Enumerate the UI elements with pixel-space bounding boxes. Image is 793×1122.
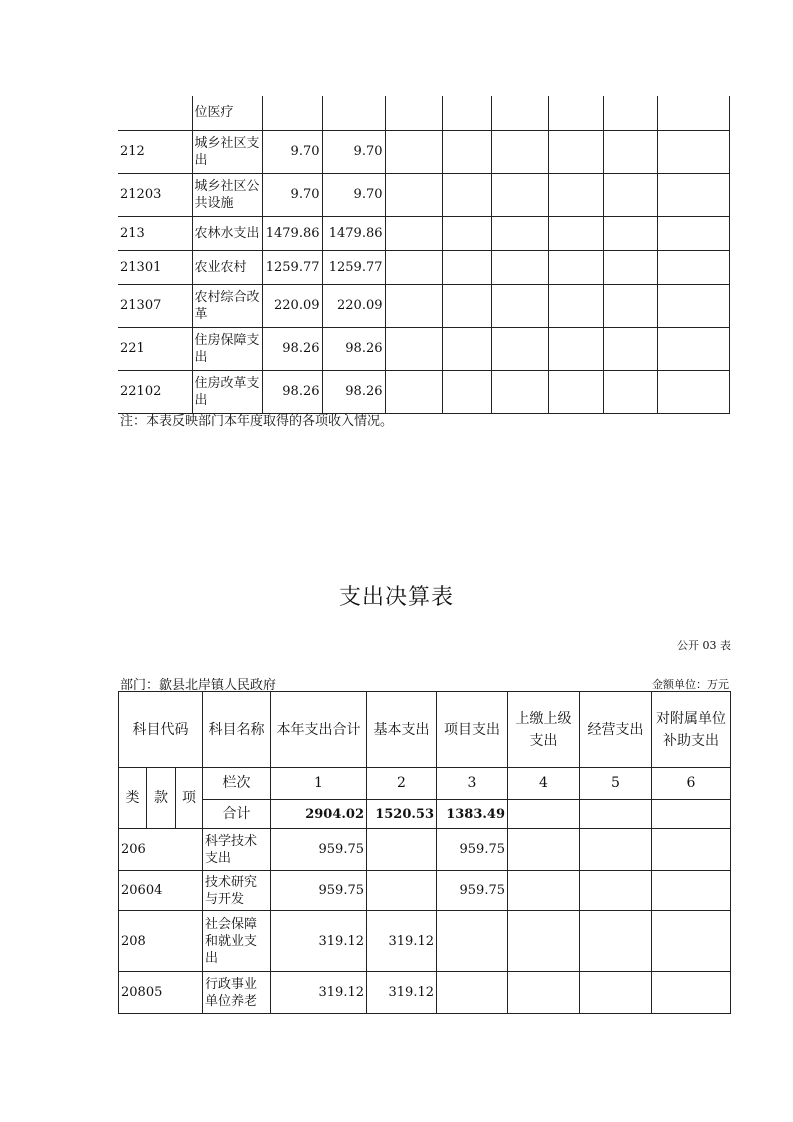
- row-total: 1259.77: [262, 250, 322, 284]
- table-row: [118, 250, 729, 284]
- row-empty-cell: [603, 370, 657, 413]
- row-empty-cell: [548, 216, 603, 250]
- col-num-2: 2: [367, 768, 437, 800]
- col-num-3: 3: [437, 768, 508, 800]
- row-name: 农林水支出: [192, 216, 262, 250]
- table-row: [119, 829, 731, 871]
- table-row: [118, 173, 729, 216]
- row-empty-cell: [442, 370, 491, 413]
- row-empty-cell: [385, 370, 442, 413]
- row-basic: 98.26: [322, 327, 385, 370]
- row-empty-cell: [442, 173, 491, 216]
- row-business: [580, 911, 652, 972]
- table-number: 公开 03 表: [677, 639, 731, 652]
- row-subsidy: [652, 972, 731, 1014]
- row-name: 住房改革支出: [192, 370, 262, 413]
- row-basic: 220.09: [322, 284, 385, 327]
- expenditure-table: [118, 691, 731, 1014]
- row-upper: [508, 871, 580, 911]
- table-note: 注：本表反映部门本年度取得的各项收入情况。: [120, 414, 394, 429]
- row-total: 319.12: [271, 911, 367, 972]
- row-code: 21307: [118, 284, 192, 327]
- row-code: 208: [119, 911, 203, 972]
- row-basic: 1479.86: [322, 216, 385, 250]
- row-code: 20805: [119, 972, 203, 1014]
- row-empty-cell: [442, 96, 491, 130]
- header-basic: 基本支出: [367, 692, 437, 768]
- total-subsidy: [652, 800, 731, 829]
- row-upper: [508, 911, 580, 972]
- row-empty-cell: [442, 216, 491, 250]
- page-title: 支出决算表: [338, 585, 454, 610]
- row-code: 20604: [119, 871, 203, 911]
- table-row: [118, 130, 729, 173]
- table-row: [118, 96, 729, 130]
- row-upper: [508, 972, 580, 1014]
- row-empty-cell: [442, 250, 491, 284]
- row-empty-cell: [491, 370, 548, 413]
- header-lanci: 栏次: [203, 768, 271, 800]
- row-project: 959.75: [437, 871, 508, 911]
- row-name: 技术研究与开发: [203, 871, 271, 911]
- row-empty-cell: [548, 284, 603, 327]
- row-total: 98.26: [262, 327, 322, 370]
- row-empty-cell: [385, 327, 442, 370]
- row-empty-cell: [657, 216, 729, 250]
- row-empty-cell: [603, 130, 657, 173]
- row-upper: [508, 829, 580, 871]
- col-num-5: 5: [580, 768, 652, 800]
- header-xiang: 项: [176, 768, 203, 829]
- row-empty-cell: [385, 130, 442, 173]
- row-business: [580, 829, 652, 871]
- row-name: 位医疗: [192, 96, 262, 130]
- row-empty-cell: [442, 130, 491, 173]
- row-basic: 319.12: [367, 911, 437, 972]
- row-empty-cell: [603, 327, 657, 370]
- header-heji: 合计: [203, 800, 271, 829]
- department-label: 部门：歙县北岸镇人民政府: [120, 678, 277, 693]
- col-num-6: 6: [652, 768, 731, 800]
- row-empty-cell: [385, 96, 442, 130]
- row-empty-cell: [657, 173, 729, 216]
- row-total: 959.75: [271, 829, 367, 871]
- row-empty-cell: [385, 250, 442, 284]
- row-subsidy: [652, 871, 731, 911]
- total-upper: [508, 800, 580, 829]
- header-name: 科目名称: [203, 692, 271, 768]
- row-empty-cell: [657, 96, 729, 130]
- header-row: [119, 692, 731, 768]
- row-code: 212: [118, 130, 192, 173]
- row-code: 22102: [118, 370, 192, 413]
- table-row: [118, 216, 729, 250]
- row-empty-cell: [657, 327, 729, 370]
- row-basic: [322, 96, 385, 130]
- row-total: 959.75: [271, 871, 367, 911]
- row-basic: [367, 871, 437, 911]
- row-empty-cell: [491, 250, 548, 284]
- row-name: 农村综合改革: [192, 284, 262, 327]
- row-code: 221: [118, 327, 192, 370]
- row-project: [437, 911, 508, 972]
- row-basic: [367, 829, 437, 871]
- row-basic: 1259.77: [322, 250, 385, 284]
- total-project: 1383.49: [437, 800, 508, 829]
- row-total: 1479.86: [262, 216, 322, 250]
- header-business: 经营支出: [580, 692, 652, 768]
- row-business: [580, 871, 652, 911]
- row-empty-cell: [657, 130, 729, 173]
- row-name: 社会保障和就业支出: [203, 911, 271, 972]
- row-empty-cell: [657, 370, 729, 413]
- row-empty-cell: [603, 216, 657, 250]
- header-code: 科目代码: [119, 692, 203, 768]
- total-basic: 1520.53: [367, 800, 437, 829]
- total-amount: 2904.02: [271, 800, 367, 829]
- row-empty-cell: [491, 327, 548, 370]
- row-empty-cell: [491, 216, 548, 250]
- income-table-continued: [118, 96, 730, 414]
- row-empty-cell: [548, 370, 603, 413]
- row-basic: 9.70: [322, 130, 385, 173]
- row-total: 220.09: [262, 284, 322, 327]
- row-empty-cell: [385, 216, 442, 250]
- header-subsidy: 对附属单位补助支出: [652, 692, 731, 768]
- row-empty-cell: [548, 327, 603, 370]
- row-empty-cell: [385, 284, 442, 327]
- row-empty-cell: [548, 250, 603, 284]
- amount-unit-label: 金额单位：万元: [652, 678, 729, 691]
- row-project: 959.75: [437, 829, 508, 871]
- table-row: [119, 911, 731, 972]
- row-code: 213: [118, 216, 192, 250]
- row-total: 98.26: [262, 370, 322, 413]
- row-empty-cell: [491, 284, 548, 327]
- row-empty-cell: [442, 327, 491, 370]
- row-empty-cell: [491, 96, 548, 130]
- table-row: [119, 972, 731, 1014]
- row-basic: 98.26: [322, 370, 385, 413]
- row-basic: 319.12: [367, 972, 437, 1014]
- row-total: 9.70: [262, 173, 322, 216]
- row-name: 城乡社区公共设施: [192, 173, 262, 216]
- header-kuan: 款: [147, 768, 176, 829]
- row-subsidy: [652, 829, 731, 871]
- column-number-row: [119, 768, 731, 800]
- header-total: 本年支出合计: [271, 692, 367, 768]
- header-project: 项目支出: [437, 692, 508, 768]
- row-empty-cell: [548, 130, 603, 173]
- row-empty-cell: [603, 250, 657, 284]
- row-empty-cell: [548, 173, 603, 216]
- row-code: 21203: [118, 173, 192, 216]
- row-code: 206: [119, 829, 203, 871]
- row-total: [262, 96, 322, 130]
- row-total: 9.70: [262, 130, 322, 173]
- col-num-4: 4: [508, 768, 580, 800]
- row-empty-cell: [491, 130, 548, 173]
- row-code: [118, 96, 192, 130]
- row-name: 科学技术支出: [203, 829, 271, 871]
- row-empty-cell: [657, 250, 729, 284]
- row-empty-cell: [603, 96, 657, 130]
- row-subsidy: [652, 911, 731, 972]
- table-row: [118, 327, 729, 370]
- row-empty-cell: [442, 284, 491, 327]
- row-name: 城乡社区支出: [192, 130, 262, 173]
- header-upper: 上缴上级支出: [508, 692, 580, 768]
- row-basic: 9.70: [322, 173, 385, 216]
- row-name: 住房保障支出: [192, 327, 262, 370]
- row-empty-cell: [491, 173, 548, 216]
- row-empty-cell: [385, 173, 442, 216]
- row-name: 农业农村: [192, 250, 262, 284]
- total-business: [580, 800, 652, 829]
- row-empty-cell: [548, 96, 603, 130]
- table-row: [118, 284, 729, 327]
- row-code: 21301: [118, 250, 192, 284]
- row-total: 319.12: [271, 972, 367, 1014]
- table-row: [119, 871, 731, 911]
- row-name: 行政事业单位养老: [203, 972, 271, 1014]
- row-business: [580, 972, 652, 1014]
- row-empty-cell: [657, 284, 729, 327]
- header-lei: 类: [119, 768, 147, 829]
- row-empty-cell: [603, 284, 657, 327]
- row-project: [437, 972, 508, 1014]
- table-row: [118, 370, 729, 413]
- col-num-1: 1: [271, 768, 367, 800]
- total-row: [119, 800, 731, 829]
- row-empty-cell: [603, 173, 657, 216]
